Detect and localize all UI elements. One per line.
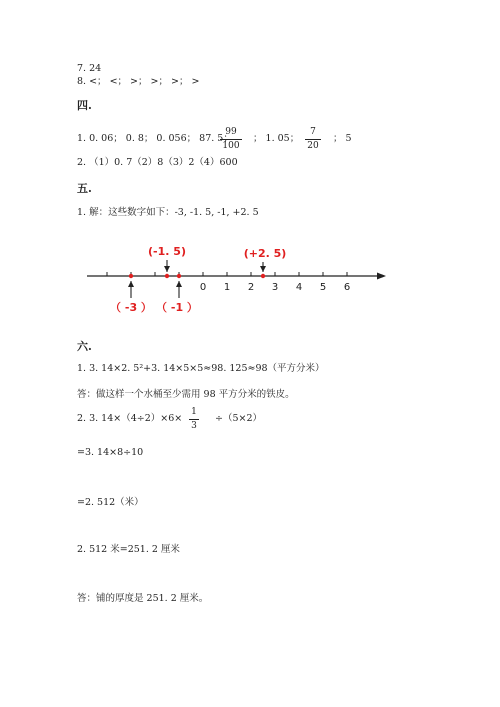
tick-label: 3 — [271, 282, 279, 293]
lower-label-neg-1: （ -1 ） — [156, 301, 198, 314]
q4-1-part-b: ； 1. 05； — [253, 133, 300, 144]
section-4-heading: 四. — [77, 99, 92, 112]
tick-label: 0 — [199, 282, 207, 293]
q6-1: 1. 3. 14×2. 5²+3. 14×5×5≈98. 125≈98（平方分米） — [77, 363, 325, 374]
pointer-arrow-head — [164, 266, 170, 272]
q6-1-answer: 答：做这样一个水桶至少需用 98 平方分米的铁皮。 — [77, 389, 295, 400]
section-5-heading: 五. — [77, 182, 92, 195]
q5-1: 1. 解：这些数字如下：-3, -1. 5, -1, +2. 5 — [77, 207, 259, 218]
q4-1-part-a: 1. 0. 06； 0. 8； 0. 056； 87. 5； — [77, 133, 233, 144]
number-line — [0, 240, 500, 330]
q6-2-conversion: 2. 512 米=251. 2 厘米 — [77, 544, 180, 555]
tick-label: 5 — [319, 282, 327, 293]
marked-point — [261, 274, 265, 278]
fraction-99-100: 99 100 — [220, 128, 242, 151]
q6-2-step-1: =3. 14×8÷10 — [77, 447, 144, 458]
tick-label: 1 — [223, 282, 231, 293]
tick-label: 6 — [343, 282, 351, 293]
pointer-arrow-head — [260, 266, 266, 272]
section-6-heading: 六. — [77, 340, 92, 353]
q6-2-part-b: ÷（5×2） — [215, 413, 263, 424]
q6-2-answer: 答：铺的厚度是 251. 2 厘米。 — [77, 593, 209, 604]
marked-point — [165, 274, 169, 278]
line-7: 7. 24 — [77, 63, 102, 74]
number-line-arrowhead — [377, 273, 386, 280]
fraction-7-20: 7 20 — [305, 128, 321, 151]
lower-label-neg-3: （ -3 ） — [110, 301, 152, 314]
q6-2-step-2: =2. 512（米） — [77, 497, 144, 508]
fraction-1-3: 1 3 — [189, 408, 199, 431]
tick-label: 4 — [295, 282, 303, 293]
q4-2: 2. （1）0. 7（2）8（3）2（4）600 — [77, 157, 238, 168]
upper-label-pos-2-5: (+2. 5) — [243, 247, 287, 260]
pointer-arrow-head — [128, 281, 134, 287]
marked-point — [129, 274, 133, 278]
upper-label-neg-1-5: (-1. 5) — [148, 245, 186, 258]
line-8: 8. <； <； >； >； >； > — [77, 76, 200, 87]
q6-2-part-a: 2. 3. 14×（4÷2）×6× — [77, 413, 183, 424]
tick-label: 2 — [247, 282, 255, 293]
q4-1-part-c: ； 5 — [333, 133, 352, 144]
marked-point — [177, 274, 181, 278]
pointer-arrow-head — [176, 281, 182, 287]
